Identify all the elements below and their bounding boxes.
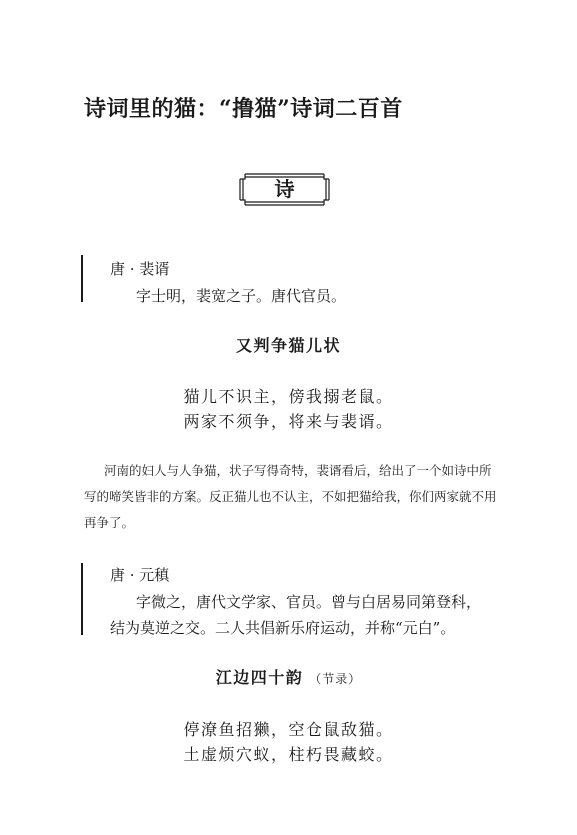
author-bar: [81, 255, 83, 302]
author-name: 唐 · 裴谞: [110, 260, 170, 278]
translation-line: 河南的妇人与人争猫，状子写得奇特，裴谞看后，给出了一个如诗中所: [104, 463, 492, 478]
section-badge: [237, 171, 332, 208]
author-bio: 字士明，裴宽之子。唐代官员。: [136, 287, 347, 305]
translation-line: 再争了。: [84, 515, 135, 530]
poem-title: 又判争猫儿状: [235, 336, 341, 355]
poem-verse: 土虚烦穴蚁，柱朽畏藏蛟。: [183, 745, 394, 764]
poem-note: （节录）: [309, 672, 362, 686]
page-title: 诗词里的猫：“撸猫”诗词二百首: [84, 96, 403, 122]
poem-verse: 猫儿不识主，傍我搦老鼠。: [183, 387, 394, 406]
poem-verse: 停潦鱼招獭，空仓鼠敌猫。: [183, 720, 394, 739]
author-bio: 字微之，唐代文学家、官员。曾与白居易同第登科，: [136, 593, 482, 611]
translation-line: 写的啼笑皆非的方案。反正猫儿也不认主，不如把猫给我，你们两家就不用: [84, 489, 497, 504]
author-bar: [81, 563, 83, 635]
section-label: 诗: [274, 177, 295, 201]
author-name: 唐 · 元稹: [110, 566, 170, 584]
author-bio: 结为莫逆之交。二人共倡新乐府运动，并称“元白”。: [110, 619, 456, 637]
poem-verse: 两家不须争，将来与裴谞。: [183, 412, 394, 431]
poem-title: 江边四十韵 （节录）: [215, 668, 362, 687]
